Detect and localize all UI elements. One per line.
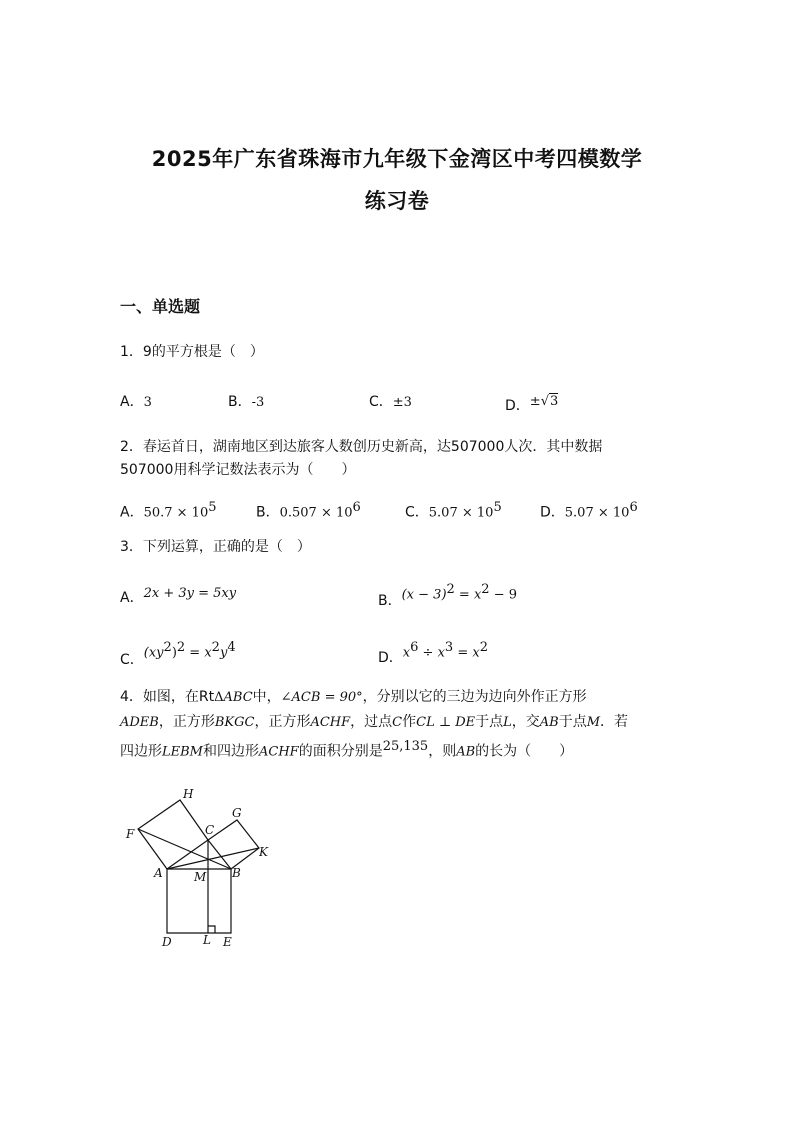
q2-option-d[interactable]	[540, 500, 638, 522]
q4-text: 的长为（ ）	[475, 743, 574, 760]
q3-c-exp4: 4	[227, 640, 236, 655]
q3-c-mid: )	[171, 645, 177, 661]
q2-stem-line1: 2．春运首日，湖南地区到达旅客人数创历史新高，达507000人次．其中数据	[120, 439, 603, 455]
q3-c-exp2: 2	[176, 640, 186, 655]
label-e: E	[223, 935, 232, 949]
q4-text: 4．如图，在Rt	[120, 689, 215, 705]
q4-math-abc: ABC	[223, 690, 253, 705]
q4-text: ，过点	[350, 714, 393, 730]
q3-option-c[interactable]	[120, 640, 236, 668]
q2-option-c[interactable]	[405, 500, 502, 522]
option-letter: D．	[505, 398, 530, 414]
q3-b-tail: − 9	[489, 587, 518, 603]
q4-stem-line2	[120, 712, 628, 733]
option-letter: B．	[378, 592, 402, 609]
option-letter: B．	[228, 394, 252, 410]
q4-math-achf: ACHF	[259, 744, 299, 760]
q1-c-value: ±3	[392, 395, 412, 410]
q1-a-value: 3	[143, 395, 152, 410]
q4-math-angle: ∠ACB = 90°	[280, 690, 363, 705]
q1-option-c[interactable]	[369, 391, 412, 411]
q4-math-cl-perp-de: CL ⊥ DE	[416, 715, 476, 730]
label-c: C	[205, 823, 215, 837]
q3-d-e1: 6	[410, 640, 419, 655]
q3-d-x1: x	[402, 645, 411, 661]
option-letter: C．	[405, 504, 429, 521]
q3-b-left: (x − 3)	[401, 587, 447, 603]
q1-option-d[interactable]	[505, 390, 559, 414]
label-f: F	[126, 827, 135, 841]
q4-text: 四边形	[120, 743, 162, 760]
label-m: M	[194, 870, 207, 884]
q4-math-achf: ACHF	[310, 715, 351, 730]
q1-stem: 1．9的平方根是（ ）	[120, 344, 264, 360]
q4-text: 于点	[475, 714, 504, 730]
label-d: D	[162, 935, 172, 949]
q1-b-value: -3	[251, 395, 265, 410]
q3-d-e2: 3	[444, 640, 454, 655]
right-angle-mark	[208, 926, 215, 933]
q4-text: ，分别以它的三边为边向外作正方形	[362, 689, 587, 705]
q3-b-right: = x	[454, 587, 482, 603]
square-achf	[138, 800, 208, 869]
q1-d-pm: ±	[529, 394, 541, 409]
q4-math-bkgc: BKGC	[214, 715, 255, 730]
option-letter: C．	[120, 651, 144, 668]
q1-option-a[interactable]	[120, 391, 152, 411]
q3-option-d[interactable]	[378, 640, 488, 666]
option-letter: A．	[120, 504, 144, 521]
q4-math-ab: AB	[539, 715, 559, 730]
option-letter: B．	[256, 504, 280, 521]
q3-option-b[interactable]	[378, 582, 518, 609]
q4-geometry-figure	[115, 780, 285, 955]
q4-stem-line3	[120, 737, 573, 763]
q3-b-exp2: 2	[481, 582, 490, 597]
sqrt-sign: √	[540, 394, 549, 409]
option-letter: D．	[540, 504, 565, 521]
section-heading: 一、单选题	[120, 297, 201, 316]
q2-d-base: 5.07 × 10	[564, 505, 630, 521]
q3-stem: 3．下列运算，正确的是（ ）	[120, 539, 311, 555]
label-b: B	[232, 866, 241, 880]
doc-title-line2: 练习卷	[364, 189, 430, 213]
label-l: L	[203, 933, 211, 947]
label-a: A	[154, 866, 163, 880]
square-bkgc	[208, 820, 259, 869]
q4-text: ，正方形	[158, 714, 215, 730]
q4-text: ．若	[600, 714, 629, 730]
q4-text: 的面积分别是	[298, 743, 383, 760]
q3-c-exp3: 2	[211, 640, 220, 655]
q4-text: 中，	[252, 689, 281, 705]
q3-d-e3: 2	[479, 640, 488, 655]
q3-option-a[interactable]	[120, 582, 237, 606]
q3-c-right: = x	[185, 645, 212, 661]
doc-title-line1: 2025年广东省珠海市九年级下金湾区中考四模数学	[151, 147, 643, 171]
label-g: G	[232, 806, 242, 820]
q3-d-eq: = x	[453, 645, 480, 661]
q2-a-exp: 5	[208, 500, 217, 515]
q4-stem-line1	[120, 687, 587, 708]
q3-c-exp1: 2	[163, 640, 172, 655]
q2-d-exp: 6	[629, 500, 638, 515]
q2-c-exp: 5	[493, 500, 502, 515]
q3-b-exp: 2	[446, 582, 455, 597]
q4-math-m: M	[586, 715, 601, 730]
q4-triangle-symbol: Δ	[214, 690, 224, 705]
label-k: K	[259, 845, 268, 859]
q4-text: ，交	[511, 714, 540, 730]
q4-math-l: L	[503, 715, 512, 730]
q2-stem-line2: 507000用科学记数法表示为（ ）	[120, 462, 356, 478]
q2-option-a[interactable]	[120, 500, 217, 522]
q4-math-adeb: ADEB	[120, 715, 159, 730]
q2-c-base: 5.07 × 10	[428, 505, 494, 521]
q4-math-c: C	[392, 715, 403, 730]
q2-a-base: 50.7 × 10	[143, 505, 209, 521]
q3-c-y: y	[219, 645, 228, 661]
q4-math-ab: AB	[456, 744, 476, 760]
q4-text: 于点	[558, 714, 587, 730]
q2-b-base: 0.507 × 10	[279, 505, 353, 521]
option-letter: C．	[369, 394, 393, 410]
q3-d-op: ÷ x	[418, 645, 445, 661]
q2-option-b[interactable]	[256, 500, 361, 522]
option-letter: A．	[120, 394, 144, 410]
q3-a-math: 2x + 3y = 5xy	[143, 586, 237, 601]
q1-d-radicand: 3	[549, 394, 559, 409]
label-h: H	[183, 787, 194, 801]
q4-text: 和四边形	[203, 743, 259, 760]
option-letter: A．	[120, 590, 144, 606]
q4-area-values: 25,135	[382, 739, 429, 754]
q4-math-lebm: LEBM	[162, 744, 203, 760]
q4-text: 作	[402, 714, 417, 730]
q4-text: ，正方形	[254, 714, 311, 730]
q1-option-b[interactable]	[228, 391, 264, 411]
option-letter: D．	[378, 649, 403, 666]
q2-b-exp: 6	[352, 500, 361, 515]
q4-text: ，则	[428, 743, 457, 760]
q3-c-left: (xy	[143, 645, 164, 661]
